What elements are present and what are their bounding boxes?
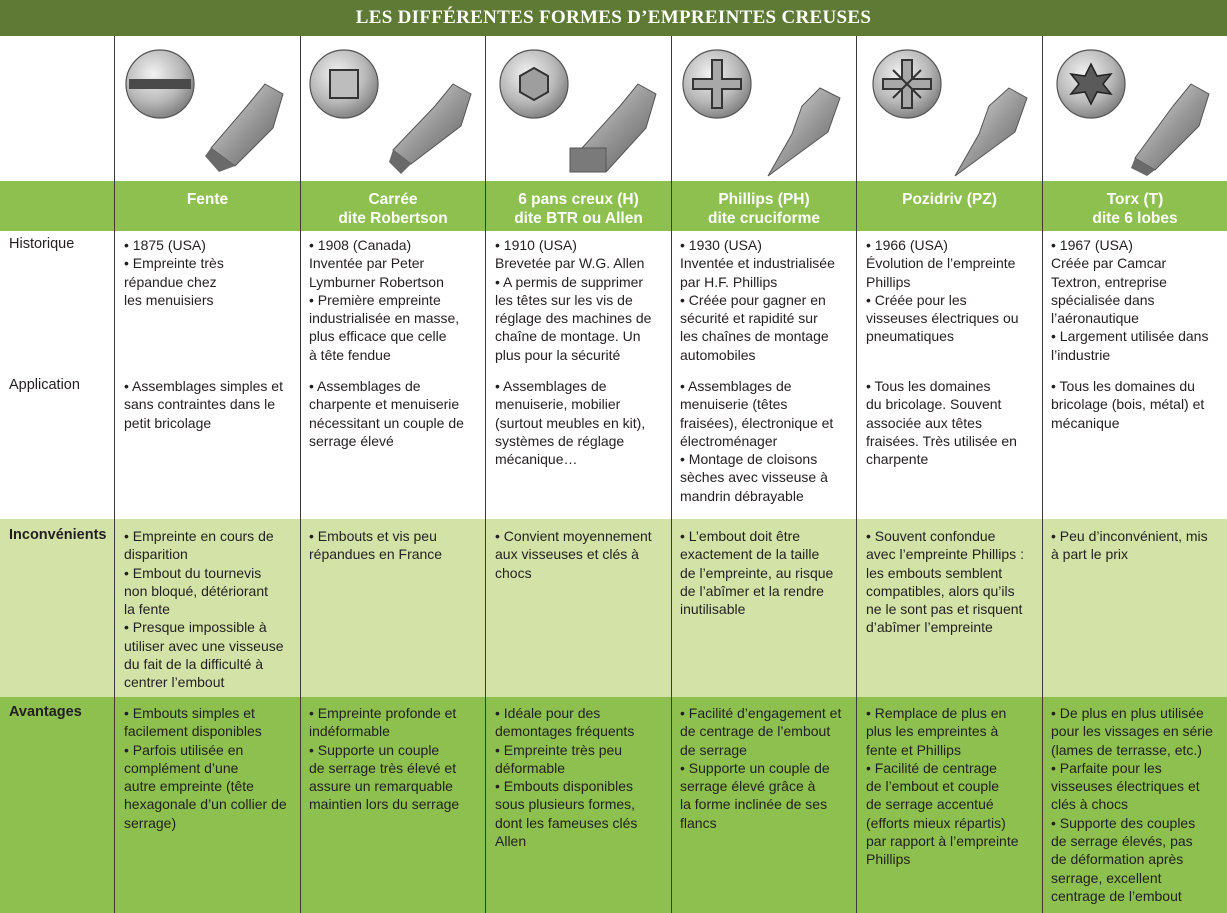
cell-avantages-6-pans: • Idéale pour des demontages fréquents • Empreinte très peu déformable • Embouts disponibles sous plusieurs formes, dont les fameuses clés Allen (495, 705, 638, 850)
cell-application-torx: • Tous les domaines du bricolage (bois, métal) et mécanique (1051, 378, 1205, 431)
column-header-phillips: Phillips (PH) dite cruciforme (708, 191, 820, 227)
column-header-carree: Carrée dite Robertson (338, 191, 448, 227)
cell-application-6-pans: • Assemblages de menuiserie, mobilier (surtout meubles en kit), systèmes de réglage mécanique… (495, 378, 646, 468)
cell-application-fente: • Assemblages simples et sans contraintes dans le petit bricolage (124, 378, 283, 431)
cell-historique-fente: • 1875 (USA) • Empreinte très répandue chez les menuisiers (124, 237, 224, 308)
cell-avantages-pozidriv: • Remplace de plus en plus les empreintes à fente et Phillips • Facilité de centrage de l’embout et couple de serrage accentué (efforts mieux répartis) par rapport à l’empreinte Phillips (866, 705, 1019, 868)
cell-avantages-torx: • De plus en plus utilisée pour les vissages en série (lames de terrasse, etc.) • Parfaite pour les visseuses électriques et clés à chocs • Supporte des couples de serrage élevés, pas de déformation après serrage, excellent centrage de l’embout (1051, 705, 1213, 904)
row-label-historique: Historique (9, 236, 75, 252)
screw-illustration-phillips (672, 36, 856, 181)
cell-avantages-fente: • Embouts simples et facilement disponibles • Parfois utilisée en complément d’une autre empreinte (tête hexagonale d’un collier de serrage) (124, 705, 287, 831)
cell-historique-pozidriv: • 1966 (USA) Évolution de l’empreinte Phillips • Créée pour les visseuses électriques ou pneumatiques (866, 237, 1019, 345)
screw-illustration-torx (1043, 36, 1227, 181)
cell-inconvenients-phillips: • L’embout doit être exactement de la taille de l’empreinte, au risque de l’abîmer et la rendre inutilisable (680, 528, 834, 618)
cell-inconvenients-pozidriv: • Souvent confondue avec l’empreinte Phillips : les embouts semblent compatibles, alors qu’ils ne le sont pas et risquent d’abîmer l’empreinte (866, 528, 1024, 636)
column-header-torx: Torx (T) dite 6 lobes (1092, 191, 1178, 227)
slotted-screw-head-icon (115, 36, 300, 181)
cell-historique-phillips: • 1930 (USA) Inventée et industrialisée par H.F. Phillips • Créée pour gagner en sécurité et rapidité sur les chaînes de montage automobiles (680, 237, 835, 363)
cell-application-phillips: • Assemblages de menuiserie (têtes fraisées), électronique et électroménager • Montage de cloisons sèches avec visseuse à mandrin débrayable (680, 378, 834, 504)
cell-inconvenients-torx: • Peu d’inconvénient, mis à part le prix (1051, 528, 1208, 563)
cell-historique-6-pans: • 1910 (USA) Brevetée par W.G. Allen • A permis de supprimer les têtes sur les vis de réglage des machines de chaîne de montage. Un plus pour la sécurité (495, 237, 652, 363)
screw-illustration-pozidriv (857, 36, 1042, 181)
phillips-screw-head-icon (672, 36, 856, 181)
screw-illustration-carree (301, 36, 485, 181)
pozidriv-screw-head-icon (857, 36, 1042, 181)
row-label-inconvenients: Inconvénients (9, 527, 107, 543)
column-header-6-pans: 6 pans creux (H) dite BTR ou Allen (514, 191, 643, 227)
cell-inconvenients-carree: • Embouts et vis peu répandues en France (309, 528, 443, 563)
torx-screw-head-icon (1043, 36, 1227, 181)
cell-inconvenients-6-pans: • Convient moyennement aux visseuses et clés à chocs (495, 528, 652, 581)
row-label-application: Application (9, 377, 80, 393)
hex-socket-screw-head-icon (486, 36, 671, 181)
cell-avantages-phillips: • Facilité d’engagement et de centrage de l’embout de serrage • Supporte un couple de serrage élevé grâce à la forme inclinée de ses flancs (680, 705, 842, 831)
cell-historique-carree: • 1908 (Canada) Inventée par Peter Lymburner Robertson • Première empreinte industrialisée en masse, plus efficace que celle à tête fendue (309, 237, 460, 363)
cell-application-pozidriv: • Tous les domaines du bricolage. Souvent associée aux têtes fraisées. Très utilisée en charpente (866, 378, 1017, 468)
column-header-pozidriv: Pozidriv (PZ) (902, 191, 997, 208)
cell-inconvenients-fente: • Empreinte en cours de disparition • Embout du tournevis non bloqué, détériorant la fente • Presque impossible à utiliser avec une visseuse du fait de la difficulté à centrer l’embout (124, 528, 284, 691)
square-screw-head-icon (301, 36, 485, 181)
row-label-avantages: Avantages (9, 704, 82, 720)
screw-illustration-fente (115, 36, 300, 181)
screw-illustration-6-pans (486, 36, 671, 181)
column-header-fente: Fente (186, 191, 229, 208)
cell-historique-torx: • 1967 (USA) Créée par Camcar Textron, entreprise spécialisée dans l’aéronautique • Largement utilisée dans l’industrie (1051, 237, 1209, 363)
page-title: LES DIFFÉRENTES FORMES D’EMPREINTES CREUSES (0, 0, 1227, 36)
cell-application-carree: • Assemblages de charpente et menuiserie nécessitant un couple de serrage élevé (309, 378, 464, 449)
cell-avantages-carree: • Empreinte profonde et indéformable • Supporte un couple de serrage très élevé et assure un remarquable maintien lors du serrage (309, 705, 460, 813)
comparison-table (0, 36, 1227, 913)
